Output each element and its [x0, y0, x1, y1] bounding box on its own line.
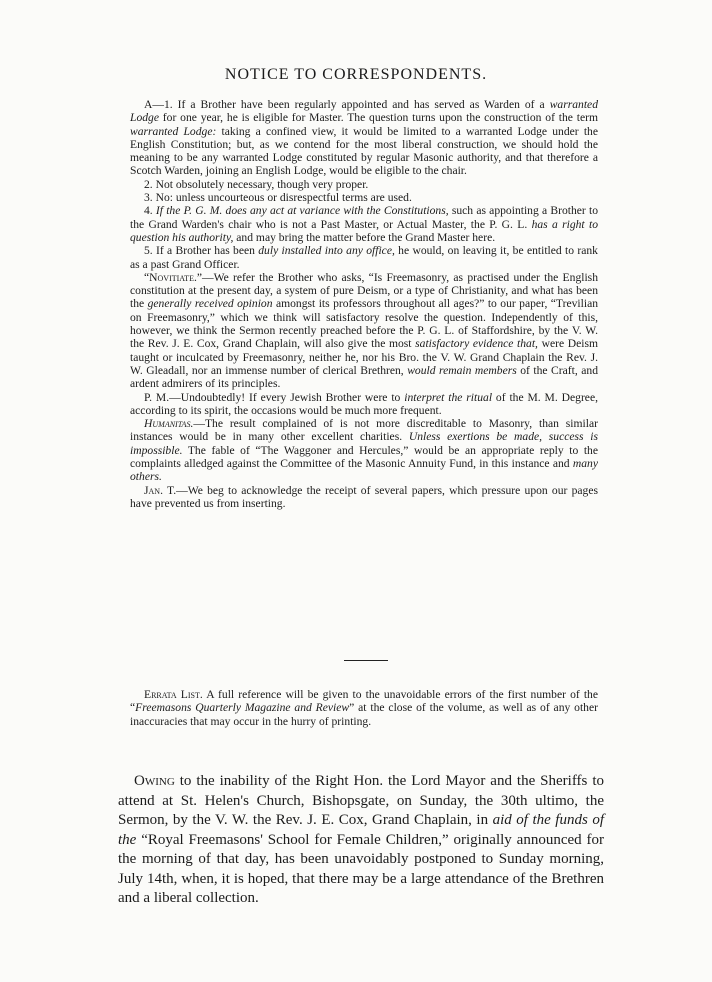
notice-item: [130, 191, 598, 204]
text-run: “Royal Freemasons' School for Female Children,” originally announced for the morning of that day, has been unavoidably postponed to Sunday morning, July 14th, when, it is hoped, that there may be a large attendance of the Brethren and a liberal collection.: [118, 831, 604, 906]
notice-item: [130, 204, 598, 244]
text-run: many others.: [130, 457, 598, 484]
text-run: If the P. G. M. does any act at variance with the Constitutions,: [155, 204, 449, 218]
text-run: The fable of “The Waggoner and Hercules,” would be an appropriate reply to the complaints alledged against the Committee of the Masonic Annuity Fund, in this instance and: [130, 443, 598, 471]
correspondents-notices: [130, 98, 598, 510]
text-run: warranted Lodge: [130, 98, 598, 125]
text-run: to the inability of the Right Hon. the Lord Mayor and the Sheriffs to attend at St. Helen's Church, Bishopsgate, on Sunday, the 30th ultimo, the Sermon, by the V. W. the Rev. J. E. Cox, Grand Chaplain, in: [118, 773, 604, 828]
text-run: “Novitiate.”: [144, 270, 202, 284]
text-run: Jan. T.: [144, 483, 177, 497]
text-run: interpret the ritual: [404, 390, 493, 404]
notice-item: [130, 244, 598, 271]
text-run: A—1. If a Brother have been regularly appointed and has served as Warden of a: [144, 98, 550, 111]
notice-item: [130, 271, 598, 391]
text-run: satisfactory evidence that,: [415, 337, 538, 351]
text-run: Freemasons Quarterly Magazine and Review: [135, 701, 350, 715]
text-run: aid of the funds of the: [118, 812, 604, 848]
notice-item: [130, 484, 598, 511]
text-run: duly installed into any office,: [258, 244, 395, 258]
text-run: amongst its professors throughout all ages?” to our paper, “Trevilian on Freemasonry,” which we think will satisfactory resolve the question. Independently of this, however, we think the Sermon recently preached before the P. G. L. of Staffordshire, by the V. W. the Rev. J. E. Cox, Grand Chaplain, will also give the most: [130, 297, 599, 351]
text-run: —We refer the Brother who asks, “Is Freemasonry, as practised under the English constitution at the present day, a system of pure Deism, or a type of Christianity, and what has been the: [130, 270, 598, 311]
text-run: —The result complained of is not more discreditable to Masonry, than similar instances would be in many other excellent charities.: [130, 417, 598, 444]
text-run: he would, on leaving it, be entitled to rank as a past Grand Officer.: [130, 244, 598, 271]
text-run: of the M. M. Degree, according to its spirit, the occasions would be much more frequent.: [130, 390, 599, 417]
text-run: 2. Not obsolutely necessary, though very proper.: [144, 177, 369, 191]
text-run: would remain members: [407, 363, 517, 377]
text-run: of the Craft, and ardent admirers of its principles.: [130, 363, 598, 391]
text-run: P. M.—Undoubtedly! If every Jewish Brother were to: [144, 390, 405, 404]
text-run: warranted Lodge:: [130, 124, 217, 138]
text-run: and may bring the matter before the Grand Master here.: [233, 230, 496, 244]
notice-item: [130, 417, 598, 483]
section-divider: [344, 660, 388, 661]
text-run: generally received opinion: [147, 297, 273, 311]
text-run: has a right to question his authority,: [130, 217, 598, 244]
errata-notice: [130, 688, 598, 728]
text-run: 3. No: unless uncourteous or disrespectful terms are used.: [144, 191, 412, 205]
notice-item: [130, 178, 598, 191]
text-run: 4.: [144, 204, 156, 218]
text-run: for one year, he is eligible for Master. The question turns upon the construction of the term: [158, 111, 598, 125]
sermon-postponement-announcement: [118, 772, 604, 909]
text-run: Humanitas.: [144, 417, 194, 431]
page-title: NOTICE TO CORRESPONDENTS.: [224, 66, 488, 83]
text-run: such as appointing a Brother to the Grand Warden's chair who is not a Past Master, or Actual Master, the P. G. L.: [130, 204, 598, 231]
announcement-paragraph: [118, 772, 604, 909]
errata-paragraph: [130, 688, 598, 728]
notice-item: [130, 391, 598, 418]
text-run: were Deism taught or inculcated by Freemasonry, neither he, nor his Bro. the V. W. Grand Chaplain the Rev. J. W. Gleadall, nor an immense number of clerical Brethren,: [130, 337, 598, 377]
text-run: Owing: [134, 773, 175, 789]
text-run: ” at the close of the volume, as well as of any other inaccuracies that may occur in the hurry of printing.: [130, 701, 598, 728]
text-run: A full reference will be given to the unavoidable errors of the first number of the “: [130, 688, 598, 715]
notice-item: [130, 98, 598, 178]
text-run: —We beg to acknowledge the receipt of several papers, which pressure upon our pages have prevented us from inserting.: [130, 483, 599, 510]
text-run: Unless exertions be made, success is impossible.: [130, 430, 598, 457]
text-run: 5. If a Brother has been: [144, 244, 259, 258]
text-run: taking a confined view, it would be limited to a warranted Lodge under the English Constitution; but, as we contend for the most liberal construction, we should hold the meaning to be any warranted Lodge constituted by regular Masonic authority, and that therefore a Scotch Warden, joining an English Lodge, would be eligible to the chair.: [130, 124, 598, 178]
text-run: Errata List.: [144, 688, 203, 701]
